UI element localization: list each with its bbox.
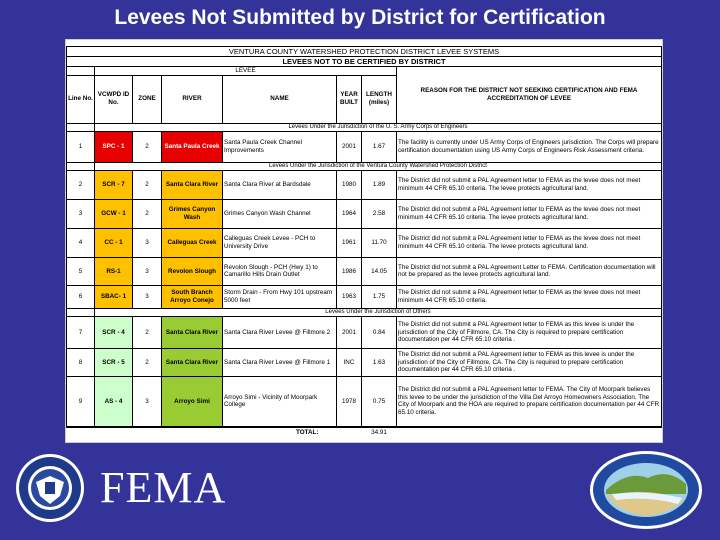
fema-wordmark: FEMA — [100, 463, 227, 512]
vcwpd-id: SBAC- 1 — [95, 285, 133, 308]
zone: 2 — [133, 131, 162, 162]
reason: The District did not submit a PAL Agreement letter to FEMA as this levee is under the jurisdiction of the City of Fillmore, CA. The City is required to prepare certification documentation per 44 CFR 65.10 criteria . — [397, 317, 662, 349]
reason: The District did not submit a PAL Agreement letter to FEMA as the levee does not meet minimum 44 CFR 65.10 criteria. The levee protects agricultural land. — [397, 199, 662, 228]
header-length: LENGTH (miles) — [362, 75, 397, 123]
line-number: 7 — [67, 317, 95, 349]
table-row — [67, 285, 662, 308]
section-header-row — [67, 308, 662, 316]
year-built: 1978 — [337, 377, 362, 427]
line-number: 2 — [67, 170, 95, 199]
slide-title: Levees Not Submitted by District for Certification — [114, 6, 606, 29]
year-built: 1961 — [337, 228, 362, 257]
reason: The District did not submit a PAL Agreement letter to FEMA as the levee does not meet minimum 44 CFR 65.10 criteria. — [397, 285, 662, 308]
section-header-row — [67, 123, 662, 131]
section-label: Levees Under the Jurisdiction of the Ventura County Watershed Protection District — [95, 162, 662, 170]
dhs-seal-logo — [12, 452, 88, 524]
table-row — [67, 199, 662, 228]
zone: 2 — [133, 349, 162, 377]
line-number: 1 — [67, 131, 95, 162]
line-number: 9 — [67, 377, 95, 427]
reason: The District did not submit a PAL Agreement letter to FEMA as the levee does not meet minimum 44 CFR 65.10 criteria. The levee protects agricultural land. — [397, 228, 662, 257]
watershed-protection-district-seal — [588, 450, 704, 530]
zone: 3 — [133, 228, 162, 257]
levee-group-header: LEVEE — [95, 66, 397, 75]
vcwpd-id: GCW - 1 — [95, 199, 133, 228]
river: Grimes Canyon Wash — [162, 199, 223, 228]
section-label: Levees Under the Jurisdiction of Others — [95, 308, 662, 316]
levee-table — [66, 40, 662, 438]
vcwpd-id: AS - 4 — [95, 377, 133, 427]
vcwpd-id: SCR - 4 — [95, 317, 133, 349]
river: Arroyo Simi — [162, 377, 223, 427]
levee-name: Revolon Slough - PCH (Hwy 1) to Camarillo Hills Drain Outlet — [223, 257, 337, 285]
reason: The District did not submit a PAL Agreement letter to FEMA as this levee is under the jurisdiction of the City of Fillmore, CA. The City is required to prepare certification documentation per 44 CFR 65.10 criteria . — [397, 349, 662, 377]
vcwpd-id: RS-1 — [95, 257, 133, 285]
length-miles: 0.84 — [362, 317, 397, 349]
table-row — [67, 170, 662, 199]
length-miles: 11.70 — [362, 228, 397, 257]
table-row — [67, 349, 662, 377]
vcwpd-id: SCR - 7 — [95, 170, 133, 199]
levee-name: Calleguas Creek Levee - PCH to University Drive — [223, 228, 337, 257]
year-built: 2001 — [337, 131, 362, 162]
river: South Branch Arroyo Conejo — [162, 285, 223, 308]
total-value: 34.91 — [362, 427, 397, 438]
length-miles: 2.58 — [362, 199, 397, 228]
total-label: TOTAL: — [67, 427, 337, 438]
header-reason: REASON FOR THE DISTRICT NOT SEEKING CERTIFICATION AND FEMA ACCREDITATION OF LEVEE — [397, 66, 662, 123]
vcwpd-id: SCR - 5 — [95, 349, 133, 377]
year-built: 1986 — [337, 257, 362, 285]
header-year: YEAR BUILT — [337, 75, 362, 123]
reason: The facility is currently under US Army Corps of Engineers jurisdiction. The Corps will prepare certification documentation using US Army Corps of Engineers Risk Assessment criteria. — [397, 131, 662, 162]
levee-name: Santa Paula Creek Channel Improvements — [223, 131, 337, 162]
zone: 3 — [133, 285, 162, 308]
levee-name: Storm Drain - From Hwy 101 upstream 5000 feet — [223, 285, 337, 308]
length-miles: 1.89 — [362, 170, 397, 199]
section-label: Levees Under the Jurisdiction of the U. S. Army Corps of Engineers — [95, 123, 662, 131]
zone: 3 — [133, 377, 162, 427]
header-zone: ZONE — [133, 75, 162, 123]
table-row — [67, 317, 662, 349]
table-row — [67, 131, 662, 162]
zone: 2 — [133, 199, 162, 228]
levee-table-sheet — [65, 39, 663, 443]
year-built: 1980 — [337, 170, 362, 199]
header-id: VCWPD ID No. — [95, 75, 133, 123]
river: Santa Clara River — [162, 349, 223, 377]
table-subtitle: LEVEES NOT TO BE CERTIFIED BY DISTRICT — [67, 56, 662, 66]
levee-name: Arroyo Simi - Vicinity of Moorpark College — [223, 377, 337, 427]
line-number: 3 — [67, 199, 95, 228]
year-built: 1963 — [337, 285, 362, 308]
year-built: 2001 — [337, 317, 362, 349]
river: Revolon Slough — [162, 257, 223, 285]
length-miles: 1.63 — [362, 349, 397, 377]
length-miles: 0.75 — [362, 377, 397, 427]
levee-name: Santa Clara River at Bardsdale — [223, 170, 337, 199]
length-miles: 1.75 — [362, 285, 397, 308]
reason: The District did not submit a PAL Agreement letter to FEMA as the levee does not meet minimum 44 CFR 65.10 criteria. The levee protects agricultural land. — [397, 170, 662, 199]
year-built: 1964 — [337, 199, 362, 228]
river: Santa Clara River — [162, 317, 223, 349]
reason: The District did not submit a PAL Agreement letter to FEMA. The City of Moorpark believes this levee to be under the jurisdiction of the Villa Del Arroyo Homeowners Association. The City of Moorpark and the HOA are required to prepare certification documentation per 44 CFR 65.10 criteria. — [397, 377, 662, 427]
header-river: RIVER — [162, 75, 223, 123]
header-line: Line No. — [67, 75, 95, 123]
table-row — [67, 377, 662, 427]
levee-name: Grimes Canyon Wash Channel — [223, 199, 337, 228]
river: Santa Clara River — [162, 170, 223, 199]
river: Santa Paula Creek — [162, 131, 223, 162]
levee-name: Santa Clara River Levee @ Fillmore 1 — [223, 349, 337, 377]
reason: The District did not submit a PAL Agreement Letter to FEMA. Certification documentation will not be prepared as the levee protects agricultural land. — [397, 257, 662, 285]
vcwpd-id: SPC - 1 — [95, 131, 133, 162]
table-row — [67, 228, 662, 257]
year-built: INC — [337, 349, 362, 377]
line-number: 6 — [67, 285, 95, 308]
zone: 2 — [133, 317, 162, 349]
total-row — [67, 427, 662, 438]
line-number: 8 — [67, 349, 95, 377]
levee-name: Santa Clara River Levee @ Fillmore 2 — [223, 317, 337, 349]
line-number: 5 — [67, 257, 95, 285]
zone: 2 — [133, 170, 162, 199]
header-name: NAME — [223, 75, 337, 123]
vcwpd-id: CC - 1 — [95, 228, 133, 257]
length-miles: 14.05 — [362, 257, 397, 285]
length-miles: 1.67 — [362, 131, 397, 162]
section-header-row — [67, 162, 662, 170]
table-title: VENTURA COUNTY WATERSHED PROTECTION DISTRICT LEVEE SYSTEMS — [67, 46, 662, 56]
zone: 3 — [133, 257, 162, 285]
table-row — [67, 257, 662, 285]
line-number: 4 — [67, 228, 95, 257]
river: Calleguas Creek — [162, 228, 223, 257]
